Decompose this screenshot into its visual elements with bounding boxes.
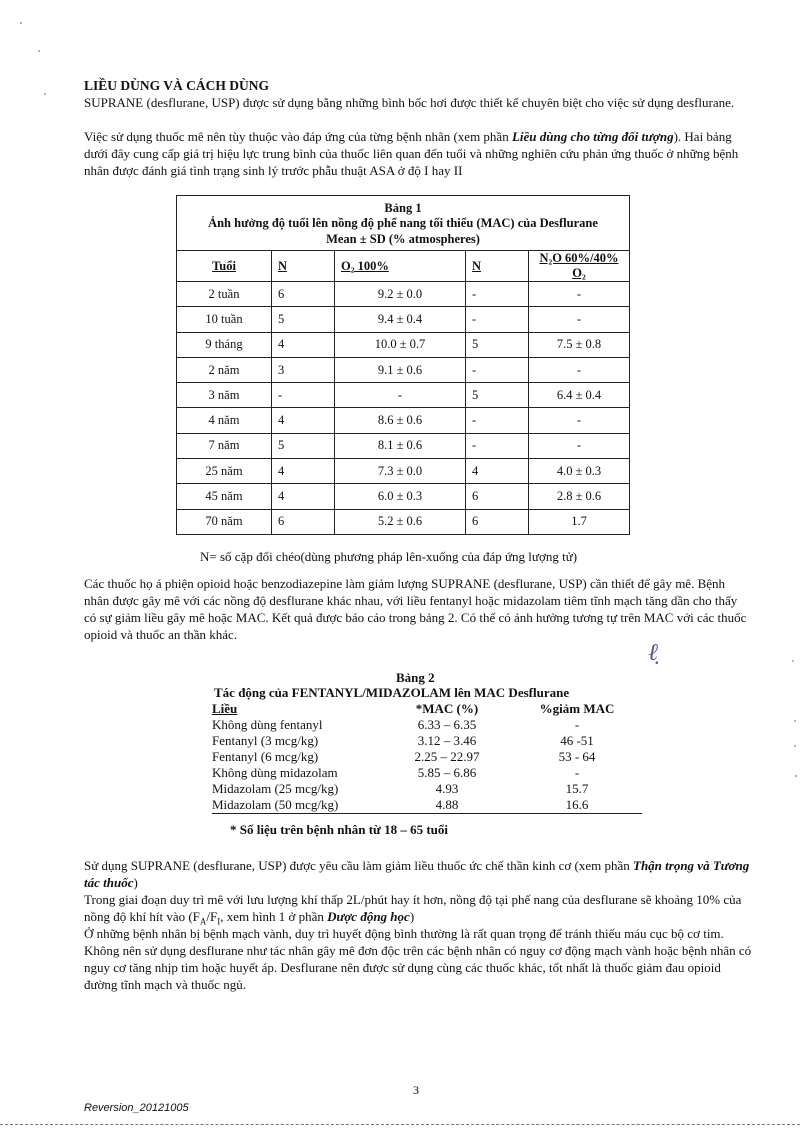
table-1 [176, 195, 630, 535]
table-row [212, 781, 642, 797]
table-2-number: Bảng 2 [396, 670, 435, 685]
paragraph-usage-text-2: ). Hai bảng dưới đây cung cấp giá trị hiệu lực trung bình của thuốc liên quan đến tuổi và những nghiên cứu phản ứng thuốc ở những bệnh nhân được đánh giá tình trạng sinh lý trước phẫu thuật ASA ở độ I hay II [84, 129, 739, 178]
paragraph-intro: SUPRANE (desflurane, USP) được sử dụng bằng những bình bốc hơi được thiết kế chuyên biệt cho việc sử dụng desflurane. [84, 95, 735, 110]
cell-o2: - [335, 383, 466, 408]
scan-speck [794, 720, 796, 722]
subscript-i: I [217, 916, 221, 927]
table-2-footnote: * Số liệu trên bệnh nhân từ 18 – 65 tuổi [230, 822, 449, 837]
cell-mac: 4.93 [435, 781, 459, 796]
table-1-caption [177, 196, 630, 251]
paragraph-neuromuscular [84, 857, 752, 891]
paragraph-low-flow-text: Trong giai đoạn duy trì mê với lưu lượng khí thấp 2L/phút hay ít hơn, nồng độ tại phế nang của desflurane sẽ khoảng 10% của nồng độ khí hít vào (F [84, 892, 742, 924]
header-age: Tuổi [177, 251, 272, 282]
table-1-number: Bảng 1 [384, 200, 422, 215]
table-row [177, 307, 630, 332]
cell-n: 5 [272, 307, 335, 332]
paragraph-usage [84, 128, 752, 179]
scan-speck [38, 50, 40, 52]
table-row [177, 484, 630, 509]
table-row [177, 433, 630, 458]
cell-n2: 4 [466, 459, 529, 484]
cell-age: 2 tuần [177, 282, 272, 307]
table-row [212, 717, 642, 733]
cell-n: 4 [272, 484, 335, 509]
cell-n: 4 [272, 408, 335, 433]
cell-n2: - [466, 357, 529, 382]
reference-link-pharmacokinetics: Dược động học [327, 909, 410, 924]
cell-dose: Không dùng midazolam [212, 765, 338, 780]
cell-o2: 8.6 ± 0.6 [335, 408, 466, 433]
cell-mac: 3.12 – 3.46 [417, 733, 477, 748]
cell-n: 4 [272, 459, 335, 484]
cell-age: 45 năm [177, 484, 272, 509]
cell-n: 5 [272, 433, 335, 458]
table-row [212, 765, 642, 781]
cell-dose: Không dùng fentanyl [212, 717, 323, 732]
cell-age: 2 năm [177, 357, 272, 382]
section-title: LIỀU DÙNG VÀ CÁCH DÙNG [84, 78, 270, 93]
cell-n2o: 4.0 ± 0.3 [529, 459, 630, 484]
cell-mac: 2.25 – 22.97 [414, 749, 480, 764]
subscript-a: A [199, 916, 207, 927]
table-row [177, 357, 630, 382]
cell-n: 3 [272, 357, 335, 382]
table-row [212, 733, 642, 749]
header-n-n2o: N [466, 251, 529, 282]
table-1-footnote: N= số cặp đối chéo(dùng phương pháp lên-xuống của đáp ứng lượng tử) [200, 549, 578, 564]
cell-n2: - [466, 408, 529, 433]
table-row [177, 408, 630, 433]
cell-n2: 6 [466, 509, 529, 534]
page-number: 3 [413, 1083, 419, 1097]
cell-age: 3 năm [177, 383, 272, 408]
scan-speck [794, 745, 796, 747]
cell-n2: 6 [466, 484, 529, 509]
footer-revision: Reversion_20121005 [84, 1102, 189, 1114]
cell-o2: 9.4 ± 0.4 [335, 307, 466, 332]
cell-age: 10 tuần [177, 307, 272, 332]
paragraph-low-flow-text-2: /F [206, 909, 218, 924]
cell-n2o: - [529, 408, 630, 433]
table-2 [212, 701, 642, 814]
cell-reduction: 15.7 [565, 781, 589, 796]
cell-n2o: 2.8 ± 0.6 [529, 484, 630, 509]
table-row [177, 459, 630, 484]
paragraph-low-flow-text-4: ) [409, 909, 415, 924]
cell-reduction: 46 -51 [560, 733, 594, 748]
cell-n2o: - [529, 282, 630, 307]
header-o2-100: O₂ 100% [335, 251, 466, 282]
reference-link-precautions: Thận trọng và Tương tác thuốc [84, 858, 750, 890]
cell-o2: 9.1 ± 0.6 [335, 357, 466, 382]
scan-speck [792, 660, 794, 662]
scan-speck [20, 22, 22, 24]
cell-o2: 10.0 ± 0.7 [335, 332, 466, 357]
paragraph-neuromuscular-text-2: ) [133, 875, 138, 890]
cell-dose: Midazolam (50 mcg/kg) [212, 797, 382, 814]
cell-n2o: 7.5 ± 0.8 [529, 332, 630, 357]
cell-n2: - [466, 307, 529, 332]
reference-link-dosing: Liều dùng cho từng đối tượng [511, 129, 674, 144]
cell-n2: 5 [466, 332, 529, 357]
cell-o2: 9.2 ± 0.0 [335, 282, 466, 307]
cell-n2o: 6.4 ± 0.4 [529, 383, 630, 408]
scan-speck [795, 775, 797, 777]
handwritten-initial-mark: ℓ̣ [648, 638, 658, 666]
cell-o2: 8.1 ± 0.6 [335, 433, 466, 458]
paragraph-opioids: Các thuốc họ á phiện opioid hoặc benzodiazepine làm giảm lượng SUPRANE (desflurane, USP) cần thiết để gây mê. Bệnh nhân được gây mê với các nồng độ desflurane khác nhau, với liều fentanyl hoặc midazolam tiêm tĩnh mạch tăng dần cho thấy có sự giảm liều gây mê hoặc MAC. Kết quả được báo cáo trong bảng 2. Có thể có ảnh hưởng tương tự trên MAC với các thuốc opioid và thuốc an thần khác. [84, 576, 747, 642]
cell-n2: 5 [466, 383, 529, 408]
header-n2o-mix: N₂O 60%/40% O₂ [529, 251, 630, 282]
header-n-o2: N [272, 251, 335, 282]
cell-dose: Midazolam (25 mcg/kg) [212, 781, 339, 796]
cell-age: 25 năm [177, 459, 272, 484]
header-mac: *MAC (%) [415, 701, 479, 716]
cell-reduction: 16.6 [512, 797, 642, 814]
cell-reduction: - [574, 717, 580, 732]
table-row [177, 332, 630, 357]
paragraph-usage-text: Việc sử dụng thuốc mê nên tùy thuộc vào đáp ứng của từng bệnh nhân (xem phần [84, 129, 512, 144]
cell-reduction: 53 - 64 [558, 749, 596, 764]
cell-mac: 5.85 – 6.86 [417, 765, 477, 780]
cell-age: 9 tháng [177, 332, 272, 357]
table-row [177, 282, 630, 307]
cell-n2o: - [529, 357, 630, 382]
paragraph-low-flow-text-3: , xem hình 1 ở phần [220, 909, 328, 924]
cell-dose: Fentanyl (3 mcg/kg) [212, 733, 319, 748]
table-row [177, 509, 630, 534]
cell-reduction: - [574, 765, 580, 780]
cell-n2: - [466, 433, 529, 458]
cell-n2o: - [529, 433, 630, 458]
header-dose: Liều [212, 701, 238, 716]
table-row [212, 749, 642, 765]
cell-mac: 6.33 – 6.35 [417, 717, 477, 732]
table-1-subtitle: Mean ± SD (% atmospheres) [326, 231, 480, 246]
table-1-header-row [177, 251, 630, 282]
cell-age: 7 năm [177, 433, 272, 458]
header-mac-reduction: %giảm MAC [539, 701, 615, 716]
table-row [212, 797, 642, 814]
cell-age: 70 năm [177, 509, 272, 534]
cell-n: - [272, 383, 335, 408]
cell-n: 6 [272, 282, 335, 307]
cell-mac: 4.88 [382, 797, 512, 814]
cell-n: 4 [272, 332, 335, 357]
cell-n: 6 [272, 509, 335, 534]
table-1-title: Ảnh hưởng độ tuổi lên nồng độ phế nang tối thiểu (MAC) của Desflurane [208, 216, 598, 231]
cell-o2: 6.0 ± 0.3 [335, 484, 466, 509]
cell-n2: - [466, 282, 529, 307]
page-bottom-divider [0, 1124, 800, 1125]
cell-dose: Fentanyl (6 mcg/kg) [212, 749, 319, 764]
cell-o2: 7.3 ± 0.0 [335, 459, 466, 484]
cell-o2: 5.2 ± 0.6 [335, 509, 466, 534]
table-row [177, 383, 630, 408]
paragraph-neuromuscular-text: Sử dụng SUPRANE (desflurane, USP) được yêu cầu làm giảm liều thuốc ức chế thần kinh cơ (xem phần [84, 858, 633, 873]
cell-age: 4 năm [177, 408, 272, 433]
scan-speck [44, 93, 46, 95]
cell-n2o: 1.7 [529, 509, 630, 534]
table-2-title: Tác động của FENTANYL/MIDAZOLAM lên MAC Desflurane [214, 685, 570, 700]
cell-n2o: - [529, 307, 630, 332]
table-2-header-row [212, 701, 642, 717]
paragraph-coronary: Ở những bệnh nhân bị bệnh mạch vành, duy trì huyết động bình thường là rất quan trọng để tránh thiếu máu cục bộ cơ tim. Không nên sử dụng desflurane như tác nhân gây mê đơn độc trên các bệnh nhân có nguy cơ động mạch vành hoặc bệnh nhân có nguy cơ tăng nhịp tim hoặc huyết áp. Desflurane nên được sử dụng cùng các thuốc khác, tốt nhất là thuốc giảm đau opioid đường tĩnh mạch và thuốc ngủ. [84, 926, 752, 992]
